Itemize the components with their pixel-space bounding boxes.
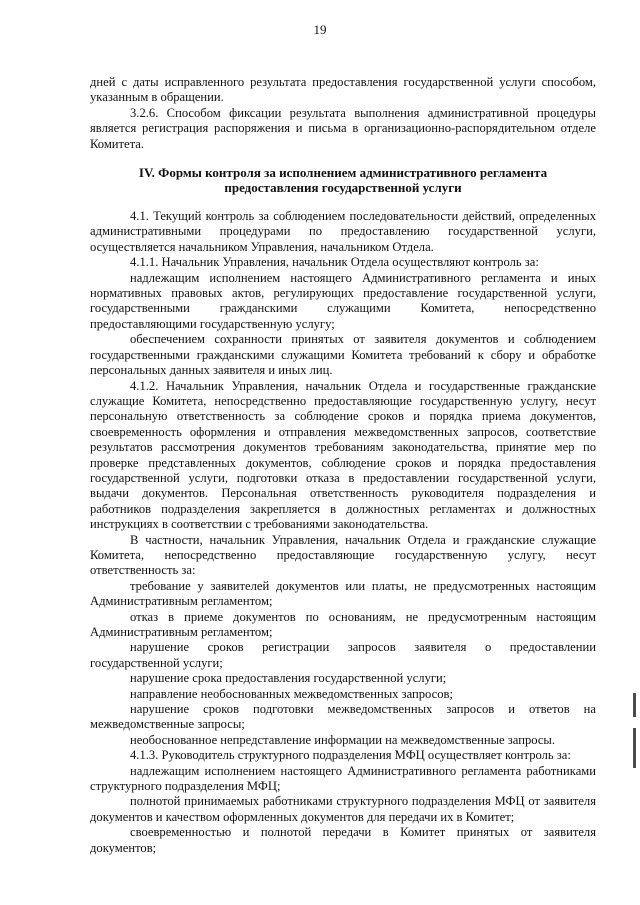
paragraph: обеспечением сохранности принятых от заявителя документов и соблюдением государственными гражданскими служащими Комитета требований к сбору и обработке персональных данных заявителя и иных лиц. — [90, 332, 596, 378]
paragraph: необоснованное непредставление информации на межведомственные запросы. — [130, 732, 556, 747]
section-heading-line: предоставления государственной услуги — [224, 180, 462, 196]
section-heading — [90, 165, 596, 195]
section-heading-line: IV. Формы контроля за исполнением административного регламента — [138, 165, 548, 181]
page-number: 19 — [313, 22, 327, 37]
paragraph: нарушение срока предоставления государственной услуги; — [130, 671, 447, 686]
edge-scan-mark — [633, 693, 636, 717]
paragraph: своевременностью и полнотой передачи в Комитет принятых от заявителя документов; — [90, 825, 596, 855]
paragraph: 3.2.6. Способом фиксации результата выполнения административной процедуры является регистрация распоряжения и письма в организационно-распорядительном отделе Комитета. — [90, 105, 596, 151]
document-body — [90, 75, 596, 856]
paragraph: 4.1.1. Начальник Управления, начальник Отдела осуществляют контроль за: — [130, 255, 539, 270]
paragraph: надлежащим исполнением настоящего Административного регламента и иных нормативных правовых актов, регулирующих предоставление государственной услуги, государственными гражданскими служащими Комитета, непосредственно предоставляющими государственную услугу; — [90, 270, 596, 331]
paragraph: 4.1.3. Руководитель структурного подразделения МФЦ осуществляет контроль за: — [130, 748, 571, 763]
paragraph: 4.1.2. Начальник Управления, начальник Отдела и государственные гражданские служащие Комитета, непосредственно предоставляющие государственную услугу, несут персональную ответственность за соблюдение сроков и порядка приема документов, своевременность оформления и отправления межведомственных запросов, соответствие результатов рассмотрения документов требованиям законодательства, принятие мер по проверке представленных документов, соблюдение сроков и порядка предоставления государственной услуги, подготовки отказа в предоставлении государственной услуги, выдачи документов. Персональная ответственность руководителя подразделения и работников подразделения закрепляется в должностных регламентах и должностных инструкциях в соответствии с требованиями законодательства. — [90, 378, 596, 532]
paragraph: 4.1. Текущий контроль за соблюдением последовательности действий, определенных административными процедурами по предоставлению государственной услуги, осуществляется начальником Управления, начальником Отдела. — [90, 209, 596, 254]
paragraph: В частности, начальник Управления, начальник Отдела и гражданские служащие Комитета, непосредственно предоставляющие государственную услугу, несут ответственность за: — [90, 532, 596, 578]
paragraph: полнотой принимаемых работниками структурного подразделения МФЦ от заявителя документов и качеством оформленных документов для передачи их в Комитет; — [90, 794, 596, 824]
paragraph: нарушение сроков регистрации запросов заявителя о предоставлении государственной услуги; — [90, 640, 596, 670]
edge-scan-mark — [633, 728, 636, 768]
paragraph: направление необоснованных межведомственных запросов; — [130, 686, 453, 701]
paragraph: дней с даты исправленного результата предоставления государственной услуги способом, указанным в обращении. — [90, 75, 596, 105]
paragraph: требование у заявителей документов или платы, не предусмотренных настоящим Административным регламентом; — [90, 578, 596, 609]
paragraph: надлежащим исполнением настоящего Административного регламента работниками структурного подразделения МФЦ; — [90, 763, 596, 794]
paragraph: отказ в приеме документов по основаниям, не предусмотренным настоящим Административным регламентом; — [90, 609, 596, 639]
paragraph: нарушение сроков подготовки межведомственных запросов и ответов на межведомственные запросы; — [90, 702, 596, 732]
